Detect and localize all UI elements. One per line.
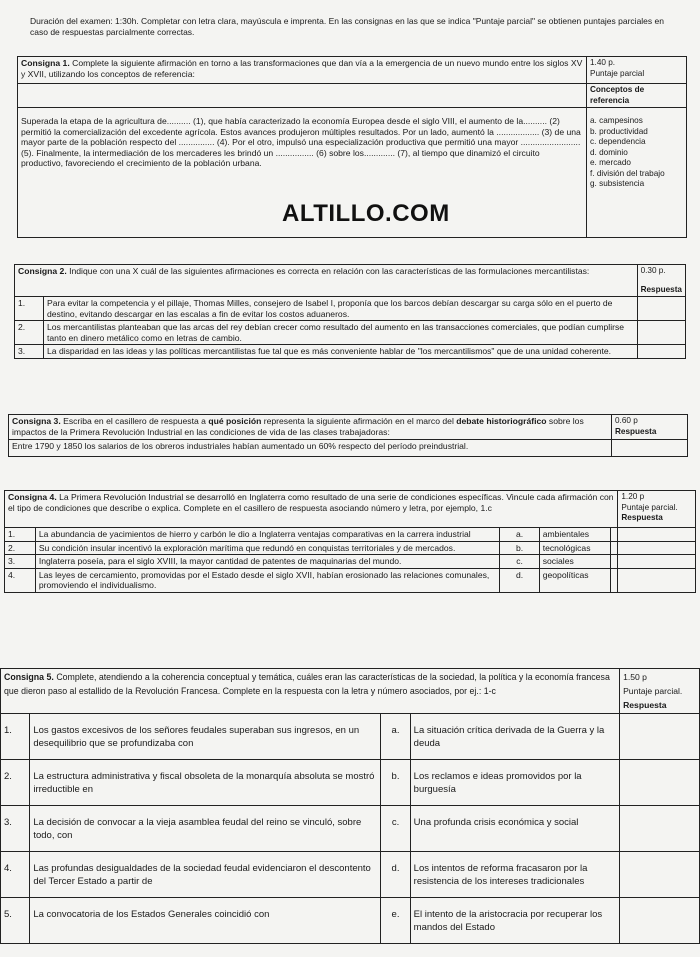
q3-prompt-bold: qué posición	[208, 416, 262, 426]
q1-partial: Puntaje parcial	[590, 68, 645, 78]
q4-item-text: La abundancia de yacimientos de hierro y carbón le dio a Inglaterra ventajas comparativas en la carrera industrial	[35, 528, 500, 542]
q4-answer-box[interactable]	[618, 541, 696, 555]
concept-item: c. dependencia	[590, 137, 646, 146]
q1-title: Consigna 1.	[21, 58, 70, 68]
q4-item-num: 3.	[5, 555, 36, 569]
q5-title: Consigna 5.	[4, 672, 54, 682]
q5-option-text: Los reclamos e ideas promovidos por la burguesía	[410, 760, 619, 806]
q4-points-cell	[618, 491, 696, 528]
q3-prompt-bold2: debate historiográfico	[456, 416, 547, 426]
q5-prompt-cell	[1, 669, 620, 714]
q4-option-letter: d.	[500, 568, 539, 592]
q3-table	[8, 414, 688, 457]
q2-item-text: Los mercantilistas planteaban que las arcas del rey debían crecer como resultado del aumento en las transacciones comerciales, que podían cumplirse tanto en dinero metálico como en letras de cambio.	[44, 321, 638, 345]
q2-item-num: 1.	[15, 297, 44, 321]
q2-answer-box[interactable]	[637, 345, 685, 359]
concept-item: d. dominio	[590, 147, 628, 157]
q2-table	[14, 264, 686, 359]
q1-points: 1.40 p.	[590, 58, 616, 67]
q5-option-letter: b.	[381, 760, 410, 806]
q4-item-num: 4.	[5, 568, 36, 592]
q5-answer-box[interactable]	[620, 806, 700, 852]
q4-points: 1.20 p	[621, 492, 645, 501]
q1-points-cell	[587, 57, 687, 84]
q3-prompt-a: Escriba en el casillero de respuesta a	[63, 416, 206, 426]
q5-answer-box[interactable]	[620, 852, 700, 898]
q4-prompt-cell	[5, 491, 618, 528]
q5-item-num: 5.	[1, 898, 30, 944]
q5-item-text: La decisión de convocar a la vieja asamblea feudal del reino se vinculó, sobre todo, con	[30, 806, 381, 852]
q5-table	[0, 668, 700, 944]
q2-points: 0.30 p.	[640, 266, 666, 275]
q3-points: 0.60 p	[615, 416, 638, 425]
q5-option-letter: e.	[381, 898, 410, 944]
q5-answer-label: Respuesta	[623, 700, 667, 710]
q3-prompt-b: representa la siguiente afirmación en el marco del	[263, 416, 454, 426]
q4-option-letter: c.	[500, 555, 539, 569]
q4-answer-label: Respuesta	[621, 513, 663, 522]
q5-option-text: Los intentos de reforma fracasaron por la resistencia de los intereses tradicionales	[410, 852, 619, 898]
q5-answer-box[interactable]	[620, 898, 700, 944]
q5-answer-box[interactable]	[620, 714, 700, 760]
q2-prompt-cell	[15, 265, 638, 297]
q5-item-text: La estructura administrativa y fiscal obsoleta de la monarquía absoluta se mostró irreductible en	[30, 760, 381, 806]
q4-item-text: Su condición insular incentivó la exploración marítima que redundó en conquistas territoriales y de mercados.	[35, 541, 500, 555]
q5-item-num: 2.	[1, 760, 30, 806]
q2-answer-box[interactable]	[637, 297, 685, 321]
concept-item: e. mercado	[590, 158, 631, 167]
q3-title: Consigna 3.	[12, 416, 61, 426]
q4-answer-box[interactable]	[618, 528, 696, 542]
q3-prompt-cell	[9, 415, 612, 440]
q4-item-num: 1.	[5, 528, 36, 542]
q2-item-num: 2.	[15, 321, 44, 345]
q5-option-text: El intento de la aristocracia por recuperar los mandos del Estado	[410, 898, 619, 944]
q5-option-letter: c.	[381, 806, 410, 852]
q5-item-num: 4.	[1, 852, 30, 898]
concept-item: f. división del trabajo	[590, 168, 665, 178]
q4-option-letter: a.	[500, 528, 539, 542]
exam-instructions: Duración del examen: 1:30h. Completar con letra clara, mayúscula e imprenta. En las consignas en las que se indica "Puntaje parcial" se obtienen puntajes parciales en caso de respuestas parcialmente correctas.	[30, 16, 664, 37]
q3-prompt-c: sobre los impactos de la Primera Revolución Industrial en las condiciones de vida de las clases trabajadoras:	[12, 416, 584, 437]
q5-item-num: 3.	[1, 806, 30, 852]
q1-prompt: Complete la siguiente afirmación en torno a las transformaciones que dan vía a la emergencia de un nuevo mundo entre los siglos XV y XVII, utilizando los conceptos de referencia:	[21, 58, 583, 79]
q2-item-text: Para evitar la competencia y el pillaje, Thomas Milles, consejero de Isabel I, proponía que los barcos debían descargar su carga sólo en el puerto de destino, evitando descargar en las escalas a fin de evitar los costos aduaneros.	[44, 297, 638, 321]
concept-item: b. productividad	[590, 126, 648, 136]
q2-prompt: Indique con una X cuál de las siguientes afirmaciones es correcta en relación con las características de las formulaciones mercantilistas:	[69, 266, 590, 276]
q1-concepts	[587, 108, 687, 238]
q5-option-letter: d.	[381, 852, 410, 898]
q4-item-num: 2.	[5, 541, 36, 555]
q4-option-text: tecnológicas	[539, 541, 610, 555]
q2-answer-box[interactable]	[637, 321, 685, 345]
q5-points-cell	[620, 669, 700, 714]
q2-item-text: La disparidad en las ideas y las políticas mercantilistas fue tal que es más conveniente hablar de "los mercantilismos" que de una unidad coherente.	[44, 345, 638, 359]
q3-answer-box[interactable]	[612, 440, 688, 457]
q4-item-text: Inglaterra poseía, para el siglo XVIII, la mayor cantidad de patentes de maquinarias del mundo.	[35, 555, 500, 569]
q3-statement: Entre 1790 y 1850 los salarios de los obreros industriales habían aumentado un 60% respecto del período preindustrial.	[9, 440, 612, 457]
q3-points-cell	[612, 415, 688, 440]
q4-option-text: geopolíticas	[539, 568, 610, 592]
q5-partial: Puntaje parcial.	[623, 686, 683, 696]
q5-answer-box[interactable]	[620, 760, 700, 806]
q1-ref-header: Conceptos de referencia	[587, 84, 687, 108]
q4-table	[4, 490, 696, 593]
q5-item-text: Las profundas desigualdades de la sociedad feudal evidenciaron el descontento del Tercer Estado a partir de	[30, 852, 381, 898]
q1-text: Superada la etapa de la agricultura de.......... (1), que había caracterizado la economía Europea desde el siglo VIII, el aumento de la.......... (2) permitió la comercialización del excedente agrícola. Estos avances produjeron múltiples resultados. Por un lado, aumentó la .................. (3) de una mayor parte de la población respecto del ............... (4). Por el otro, impulsó una especialización productiva que permitió una mayor ......................... (5). Finalmente, la intermediación de los mercaderes les brindó un ................ (6) sobre los............. (7), al tiempo que dinamizó el circuito productivo, favoreciendo el crecimiento de la población urbana.	[21, 116, 581, 168]
q5-item-text: Los gastos excesivos de los señores feudales superaban sus ingresos, en un desequilibrio que se profundizaba con	[30, 714, 381, 760]
q5-points: 1.50 p	[623, 672, 647, 682]
q5-option-text: Una profunda crisis económica y social	[410, 806, 619, 852]
q3-answer-label: Respuesta	[615, 426, 657, 436]
q4-title: Consigna 4.	[8, 492, 57, 502]
q5-option-text: La situación crítica derivada de la Guerra y la deuda	[410, 714, 619, 760]
concept-item: g. subsistencia	[590, 179, 645, 188]
q4-option-text: ambientales	[539, 528, 610, 542]
q4-prompt: La Primera Revolución Industrial se desarrolló en Inglaterra como resultado de una serie de condiciones específicas. Vincule cada afirmación con el tipo de condiciones que describe o explica. Complete en el casillero de respuesta asociando número y letra, por ejemplo, 1.c	[8, 492, 614, 513]
q5-item-text: La convocatoria de los Estados Generales coincidió con	[30, 898, 381, 944]
q5-option-letter: a.	[381, 714, 410, 760]
q2-points-cell	[637, 265, 685, 297]
q1-prompt-cell	[18, 57, 587, 84]
q2-answer-label: Respuesta	[640, 284, 682, 294]
q5-prompt: Complete, atendiendo a la coherencia conceptual y temática, cuáles eran las características de la sociedad, la política y la economía francesa que dieron paso al estallido de la Revolución Francesa. Complete en la respuesta con la letra y número asociados, por ej.: 1-c	[4, 672, 610, 696]
q4-answer-box[interactable]	[618, 568, 696, 592]
concept-item: a. campesinos	[590, 116, 643, 125]
q4-option-letter: b.	[500, 541, 539, 555]
q4-option-text: sociales	[539, 555, 610, 569]
q2-item-num: 3.	[15, 345, 44, 359]
q2-title: Consigna 2.	[18, 266, 67, 276]
q4-partial: Puntaje parcial.	[621, 502, 678, 512]
watermark-text: ALTILLO.COM	[282, 200, 450, 227]
q5-item-num: 1.	[1, 714, 30, 760]
q4-item-text: Las leyes de cercamiento, promovidas por el Estado desde el siglo XVII, habían erosionado las relaciones comunales, promoviendo el individualismo.	[35, 568, 500, 592]
q4-answer-box[interactable]	[618, 555, 696, 569]
